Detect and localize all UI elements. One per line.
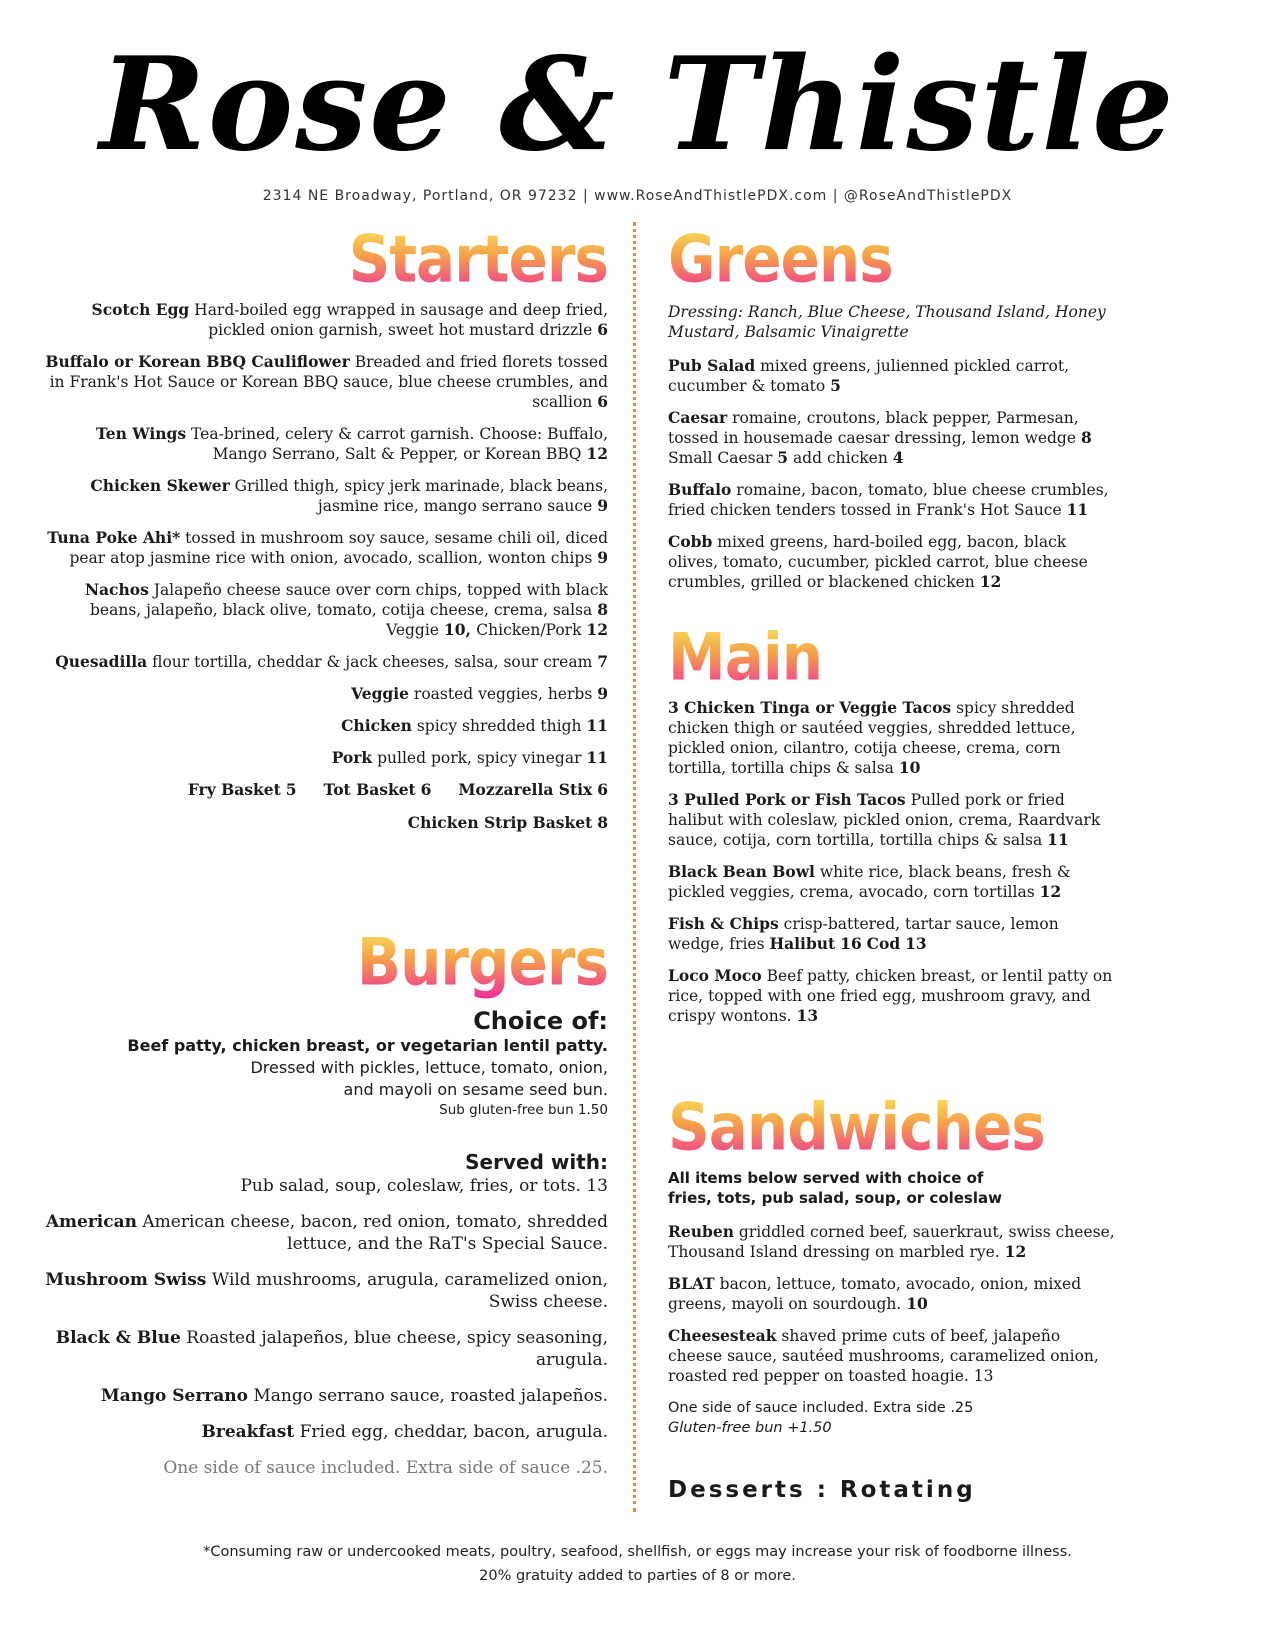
bun-line: and mayoli on sesame seed bun. [343, 1080, 608, 1099]
item-name: Cobb [668, 532, 713, 551]
menu-item [668, 966, 1118, 1026]
item-desc: flour tortilla, cheddar & jack cheeses, salsa, sour cream [147, 653, 598, 671]
item-name: BLAT [668, 1274, 715, 1293]
item-name: Cheesesteak [668, 1326, 777, 1345]
sauce-note: One side of sauce included. Extra side of sauce .25. [163, 1458, 608, 1478]
item-name: 3 Chicken Tinga or Veggie Tacos [668, 698, 952, 717]
burger-item [40, 1211, 608, 1255]
item-name: Buffalo [668, 480, 732, 499]
item-name: Mushroom Swiss [45, 1270, 207, 1290]
menu-item [40, 424, 608, 464]
dressed-line: Dressed with pickles, lettuce, tomato, onion, [250, 1058, 608, 1077]
basket-price: 6 [420, 780, 432, 799]
menu-item [668, 356, 1118, 396]
item-desc: Hard-boiled egg wrapped in sausage and deep fried, pickled onion garnish, sweet hot mustard drizzle [189, 301, 608, 339]
item-price: 5 [830, 376, 841, 395]
greens-section [668, 222, 1118, 604]
halibut-label: Halibut [769, 934, 836, 953]
item-name: 3 Pulled Pork or Fish Tacos [668, 790, 906, 809]
dressing-options: Dressing: Ranch, Blue Cheese, Thousand Island, Honey Mustard, Balsamic Vinaigrette [668, 303, 1106, 341]
sandwiches-intro [668, 1168, 1118, 1208]
menu-item [40, 300, 608, 340]
menu-item [668, 1222, 1118, 1262]
basket-row [40, 780, 608, 800]
item-desc: American cheese, bacon, red onion, tomato, shredded lettuce, and the RaT's Special Sauce. [137, 1212, 608, 1254]
item-desc: Roasted jalapeños, blue cheese, spicy seasoning, arugula. [180, 1328, 608, 1370]
small-caesar: Small Caesar [668, 449, 778, 467]
menu-item [668, 862, 1118, 902]
main-heading: Main [668, 620, 1118, 694]
menu-item [40, 528, 608, 568]
basket-price: 6 [597, 780, 608, 799]
item-desc: romaine, croutons, black pepper, Parmesan, tossed in housemade caesar dressing, lemon wedge [668, 409, 1081, 447]
item-name: Pork [331, 748, 373, 767]
intro-line-2: fries, tots, pub salad, soup, or coleslaw [668, 1189, 1002, 1207]
menu-item [40, 813, 608, 833]
item-desc: Beef patty, chicken breast, or lentil patty on rice, topped with one fried egg, mushroom gravy, and crispy wontons. [668, 967, 1113, 1025]
menu-item [668, 408, 1118, 468]
item-desc: spicy shredded chicken thigh or sautéed veggies, shredded lettuce, pickled onion, cilantro, cotija cheese, crema, corn tortilla, tortilla chips & salsa [668, 699, 1076, 777]
menu-item [40, 684, 608, 704]
menu-item [40, 652, 608, 672]
item-price: 13 [796, 1006, 819, 1025]
menu-item [40, 476, 608, 516]
sandwich-sauce-note: One side of sauce included. Extra side .25 [668, 1400, 974, 1416]
starters-heading: Starters [40, 222, 608, 296]
burgers-section [40, 925, 608, 1479]
burgers-heading: Burgers [40, 925, 608, 999]
item-price: 9 [597, 684, 608, 703]
item-name: Reuben [668, 1222, 734, 1241]
item-name: Quesadilla [55, 652, 148, 671]
item-desc: Breaded and fried florets tossed in Frank's Hot Sauce or Korean BBQ sauce, blue cheese crumbles, and scallion [49, 353, 608, 411]
menu-item [668, 914, 1118, 954]
menu-item [668, 698, 1118, 778]
item-desc: romaine, bacon, tomato, blue cheese crumbles, fried chicken tenders tossed in Frank's Hot Sauce [668, 481, 1109, 519]
item-desc: tossed in mushroom soy sauce, sesame chili oil, diced pear atop jasmine rice with onion, avocado, scallion, wonton chips [69, 529, 608, 567]
item-name: American [45, 1212, 137, 1232]
starters-section [40, 222, 608, 845]
item-price: 10 [898, 758, 921, 777]
item-name: Chicken Skewer [90, 476, 230, 495]
item-desc: Fried egg, cheddar, bacon, arugula. [294, 1422, 608, 1442]
served-heading: Served with: [465, 1150, 608, 1174]
item-name: Veggie [351, 684, 409, 703]
sandwich-gf-note: Gluten-free bun +1.50 [668, 1420, 832, 1436]
patty-options: Beef patty, chicken breast, or vegetarian lentil patty. [127, 1036, 608, 1055]
item-name: Nachos [84, 580, 149, 599]
burger-item [40, 1327, 608, 1371]
item-desc: Wild mushrooms, arugula, caramelized onion, Swiss cheese. [206, 1270, 608, 1312]
item-name: Chicken Strip Basket [407, 813, 593, 832]
burger-item [40, 1269, 608, 1313]
menu-item [668, 790, 1118, 850]
item-name: Black Bean Bowl [668, 862, 815, 881]
item-name: Loco Moco [668, 966, 762, 985]
nachos-sep: , [465, 620, 477, 639]
add-chicken-price: 4 [892, 448, 904, 467]
menu-item [668, 532, 1118, 592]
contact-line: 2314 NE Broadway, Portland, OR 97232 | www.RoseAndThistlePDX.com | @RoseAndThistlePDX [262, 188, 1013, 204]
nachos-veggie-price: 10 [443, 620, 466, 639]
item-name: Scotch Egg [91, 300, 190, 319]
sandwiches-section [668, 1090, 1118, 1438]
basket-name: Mozzarella Stix [458, 780, 593, 799]
menu-item [40, 352, 608, 412]
cod-price: 13 [905, 934, 927, 953]
item-name: Black & Blue [55, 1328, 181, 1348]
item-desc: pulled pork, spicy vinegar [372, 749, 587, 767]
main-section [668, 620, 1118, 1038]
item-price: 12 [586, 444, 608, 463]
desserts-line: Desserts : Rotating [668, 1477, 976, 1503]
item-name: Fish & Chips [668, 914, 779, 933]
item-name: Pub Salad [668, 356, 756, 375]
served-line: Pub salad, soup, coleslaw, fries, or tots. 13 [240, 1176, 608, 1196]
item-price: 12 [1039, 882, 1062, 901]
choice-heading: Choice of: [473, 1007, 608, 1035]
item-price: 11 [1047, 830, 1069, 849]
halibut-price: 16 [840, 934, 862, 953]
menu-item [668, 1326, 1118, 1386]
greens-heading: Greens [668, 222, 1118, 296]
item-desc: Jalapeño cheese sauce over corn chips, topped with black beans, jalapeño, black olive, tomato, cotija cheese, crema, salsa [90, 581, 608, 619]
small-caesar-price: 5 [777, 448, 789, 467]
item-price: 6 [597, 392, 608, 411]
item-price: 9 [597, 496, 608, 515]
add-chicken: add chicken [788, 449, 893, 467]
item-name: Chicken [341, 716, 412, 735]
item-price: 8 [597, 813, 608, 832]
item-name: Caesar [668, 408, 728, 427]
menu-item [668, 1274, 1118, 1314]
burger-item [40, 1421, 608, 1443]
item-desc: Tea-brined, celery & carrot garnish. Choose: Buffalo, Mango Serrano, Salt & Pepper, or Korean BBQ [186, 425, 608, 463]
item-price: 8 [597, 600, 608, 619]
item-price: 10 [906, 1294, 928, 1313]
item-name: Tuna Poke Ahi* [47, 528, 181, 547]
intro-line-1: All items below served with choice of [668, 1169, 984, 1187]
item-desc: mixed greens, hard-boiled egg, bacon, black olives, tomato, cucumber, pickled carrot, blue cheese crumbles, grilled or blackened chicken [668, 533, 1088, 591]
item-name: Breakfast [201, 1422, 295, 1442]
item-price: 12 [979, 572, 1002, 591]
menu-item [40, 716, 608, 736]
item-desc: mixed greens, julienned pickled carrot, cucumber & tomato [668, 357, 1070, 395]
item-desc: Mango serrano sauce, roasted jalapeños. [247, 1386, 608, 1406]
menu-item [40, 580, 608, 640]
restaurant-title: Rose & Thistle [99, 30, 1176, 180]
nachos-veggie: Veggie [386, 621, 444, 639]
item-desc: roasted veggies, herbs [409, 685, 598, 703]
item-price: 6 [597, 320, 608, 339]
nachos-cp-price: 12 [586, 620, 608, 639]
item-desc: Grilled thigh, spicy jerk marinade, black beans, jasmine rice, mango serrano sauce [229, 477, 608, 515]
basket-name: Tot Basket [323, 780, 416, 799]
item-price: 13 [973, 1367, 994, 1385]
menu-item [668, 480, 1118, 520]
item-price: 12 [1004, 1242, 1027, 1261]
menu-item [40, 748, 608, 768]
item-desc: spicy shredded thigh [411, 717, 587, 735]
basket-name: Fry Basket [187, 780, 281, 799]
nachos-chicken-pork: Chicken/Pork [476, 621, 587, 639]
cod-label: Cod [866, 934, 901, 953]
item-price: 8 [1080, 428, 1092, 447]
item-desc: shaved prime cuts of beef, jalapeño cheese sauce, sautéed mushrooms, caramelized onion, roasted red pepper on toasted hoagie. [668, 1327, 1099, 1385]
item-price: 11 [1066, 500, 1089, 519]
sandwiches-heading: Sandwiches [668, 1090, 1118, 1164]
item-price: 11 [586, 748, 608, 767]
item-price: 11 [586, 716, 608, 735]
item-name: Ten Wings [95, 424, 187, 443]
burger-item [40, 1385, 608, 1407]
basket-price: 5 [285, 780, 297, 799]
footer-warning: *Consuming raw or undercooked meats, poultry, seafood, shellfish, or eggs may increase your risk of foodborne illness. [203, 1544, 1072, 1560]
item-desc: crisp-battered, tartar sauce, lemon wedge, fries [668, 915, 1059, 953]
item-name: Buffalo or Korean BBQ Cauliflower [45, 352, 350, 371]
item-desc: griddled corned beef, sauerkraut, swiss cheese, Thousand Island dressing on marbled rye. [668, 1223, 1115, 1261]
item-desc: white rice, black beans, fresh & pickled veggies, crema, avocado, corn tortillas [668, 863, 1071, 901]
footer [0, 1540, 1275, 1588]
item-desc: bacon, lettuce, tomato, avocado, onion, mixed greens, mayoli on sourdough. [668, 1275, 1082, 1313]
column-divider [633, 222, 636, 1512]
choice-line [40, 1035, 608, 1057]
footer-gratuity: 20% gratuity added to parties of 8 or more. [479, 1568, 796, 1584]
item-price: 7 [597, 652, 608, 671]
item-price: 9 [597, 548, 608, 567]
gluten-free-note: Sub gluten-free bun 1.50 [439, 1102, 608, 1118]
item-name: Mango Serrano [100, 1386, 248, 1406]
item-desc: Pulled pork or fried halibut with coleslaw, pickled onion, crema, Raardvark sauce, cotija, corn tortilla, tortilla chips & salsa [668, 791, 1101, 849]
